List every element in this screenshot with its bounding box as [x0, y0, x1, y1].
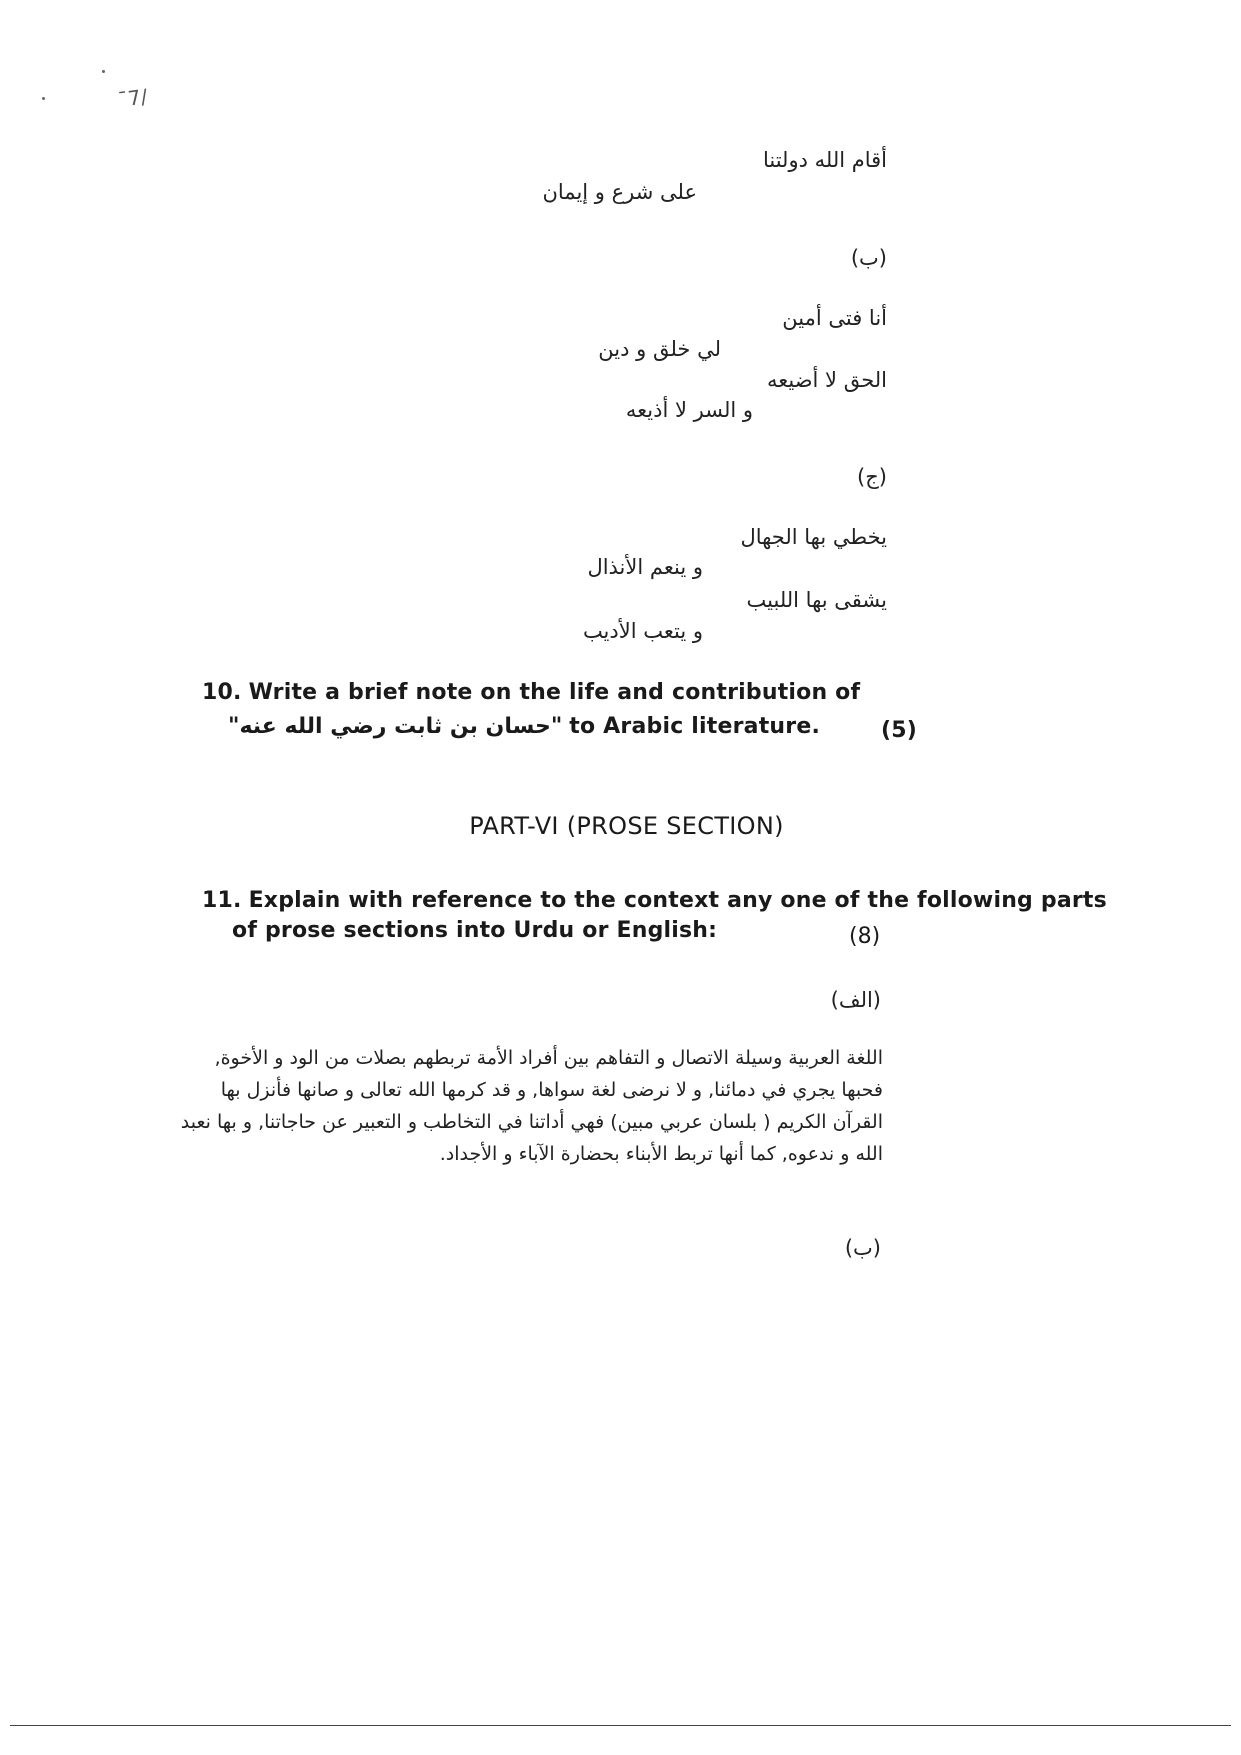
- question-10-suffix: to Arabic literature.: [569, 714, 821, 739]
- question-11-line2: of prose sections into Urdu or English:: [232, 918, 718, 943]
- poem-b-line3: الحق لا أضيعه: [766, 368, 887, 392]
- poem-b-line2: لي خلق و دين: [598, 337, 721, 361]
- poem-b-line4: و السر لا أذيعه: [625, 398, 753, 422]
- poem-a-line2: على شرع و إيمان: [542, 180, 697, 204]
- question-10-text: Write a brief note on the life and contribution of: [248, 680, 861, 705]
- question-10-line1: [202, 680, 860, 705]
- poem-c-line3: يشقى بها اللبيب: [746, 588, 887, 612]
- prose-b-label: (ب): [844, 1236, 881, 1260]
- corner-mark: ˉ7/: [116, 84, 149, 112]
- bottom-rule: [10, 1725, 1231, 1726]
- scan-dot: [102, 70, 105, 73]
- poem-c-line4: و يتعب الأديب: [582, 619, 703, 643]
- question-11-number: 11.: [202, 888, 242, 913]
- question-10-marks: (5): [881, 718, 918, 743]
- scan-dot: [42, 97, 45, 100]
- poem-b-line1: أنا فتى أمين: [782, 306, 887, 330]
- question-10-quoted-name: "حسان بن ثابت رضي الله عنه": [228, 714, 563, 739]
- prose-a-label: (الف): [830, 988, 881, 1012]
- poem-c-line1: يخطي بها الجهال: [740, 525, 887, 549]
- prose-a-line2: فحبها يجري في دمائنا, و لا نرضى لغة سواها, و قد كرمها الله تعالى و صانها فأنزل بها: [220, 1079, 883, 1101]
- question-10-line2: [228, 714, 820, 739]
- part-heading: PART-VI (PROSE SECTION): [469, 812, 784, 840]
- question-11-marks: (8): [849, 924, 881, 949]
- prose-a-line3: القرآن الكريم ( بلسان عربي مبين) فهي أداتنا في التخاطب و التعبير عن حاجاتنا, و بها نعبد: [180, 1111, 883, 1133]
- poem-a-line1: أقام الله دولتنا: [762, 148, 887, 172]
- prose-a-line4: الله و ندعوه, كما أنها تربط الأبناء بحضارة الآباء و الأجداد.: [439, 1143, 883, 1165]
- prose-a-line1: اللغة العربية وسيلة الاتصال و التفاهم بين أفراد الأمة تربطهم بصلات من الود و الأخوة,: [214, 1047, 883, 1069]
- prose-a-paragraph: [167, 1042, 883, 1170]
- question-11-text: Explain with reference to the context any one of the following parts: [248, 888, 1107, 913]
- question-10-number: 10.: [202, 680, 242, 705]
- poem-c-label: (ج): [857, 465, 887, 489]
- poem-c-line2: و ينعم الأنذال: [587, 555, 703, 579]
- poem-b-label: (ب): [850, 246, 887, 270]
- question-11-line1: [202, 888, 1107, 913]
